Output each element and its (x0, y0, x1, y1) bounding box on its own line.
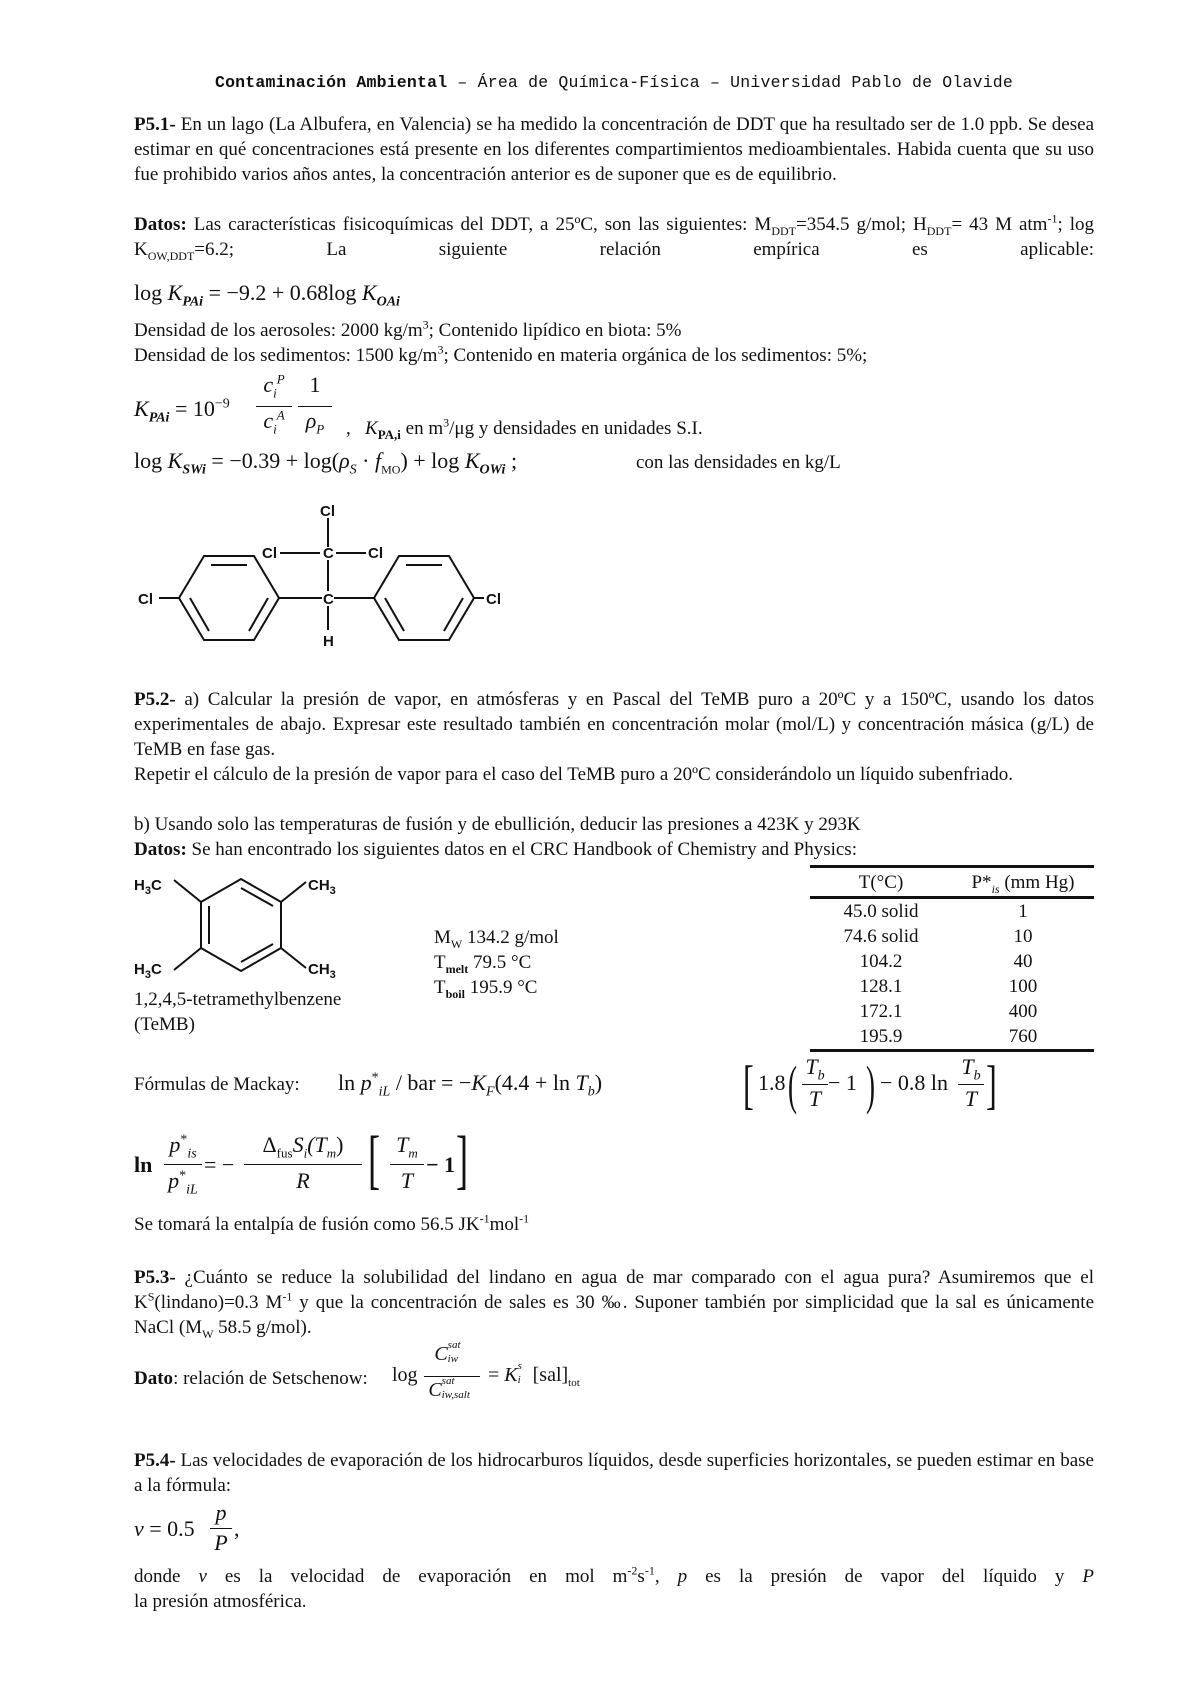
eq-sub: S (349, 462, 357, 478)
eq-text: 1 (309, 372, 321, 397)
eq-sub: F (486, 1084, 495, 1100)
prop-sub: boil (445, 986, 465, 1001)
datos-text: =6.2; La siguiente relación empírica es aplicable: (194, 239, 1094, 260)
eq-var: c (263, 408, 274, 433)
prop-sym: T (434, 977, 446, 998)
eq-note: con las densidades en kg/L (636, 452, 841, 473)
equation-fusion: ln $p^*_{is}$ $p^*_{iL}$ = − $\Delta_{fus}S_i(T_m)$ R [ $T_m$ T − 1 ] (134, 1123, 469, 1198)
b-text: b) Usando solo las temperaturas de fusión y de ebullición, deducir las presiones a 423K y 293K (134, 814, 861, 835)
eq-sup: * (180, 1132, 188, 1148)
eq-text: ln (338, 1070, 361, 1095)
table-row (810, 974, 1094, 999)
eq-text: = 10 (169, 396, 215, 421)
eq-note: en m (400, 418, 444, 439)
problem-5-3-text: (lindano)=0.3 M (154, 1292, 283, 1313)
cell-t: 172.1 (859, 1001, 903, 1022)
table-header (810, 867, 1094, 898)
evaporation-where-line2 (134, 1589, 1094, 1614)
problem-5-2-text: a) Calcular la presión de vapor, en atmósferas y en Pascal del TeMB puro a 20ºC y a 150ºC, usando los datos experimentales de abajo. Expresar este resultado también en concentración molar (mol/L) y concentración másica (g/L) de TeMB en fase gas. (134, 689, 1094, 760)
eq-var: K (167, 448, 183, 473)
eq-text: − 0.8 ln (880, 1070, 949, 1095)
eq-text: log (392, 1364, 418, 1386)
eq-sub: PA,i (377, 426, 401, 442)
eq-text: = −9.2 + 0.68log (203, 280, 362, 305)
eq-var: C (434, 1343, 448, 1365)
datos-text: =354.5 g/mol; H (796, 214, 927, 235)
problem-5-3 (134, 1265, 1094, 1340)
eq-var: R (296, 1168, 310, 1193)
eq-text: ln (134, 1152, 153, 1177)
eq-text: · (356, 448, 375, 473)
methyl-sub: 3 (329, 969, 336, 978)
eq-text: 1.8 (758, 1070, 786, 1095)
eq-text: , (346, 418, 351, 439)
eq-var: K (134, 396, 149, 421)
sediment-text: Densidad de los sedimentos: 1500 kg/m (134, 345, 438, 366)
eq-var: p (360, 1070, 372, 1095)
problem-5-1-datos-line1 (134, 212, 1094, 262)
eq-sub: PAi (148, 410, 170, 426)
where-text: es la velocidad de evaporación en mol m (206, 1566, 628, 1587)
eq-sup: sat (447, 1339, 461, 1351)
vapor-pressure-table (810, 865, 1094, 1052)
sup: 3 (437, 342, 444, 357)
eq-sub: iL (186, 1182, 198, 1198)
sub-owddt: OW,DDT (147, 248, 195, 263)
eq-sub: SWi (182, 462, 206, 478)
eq-sup: * (179, 1168, 187, 1184)
table-row (810, 898, 1094, 925)
eq-var: p (169, 1132, 181, 1157)
datos-text: ; log K (134, 214, 1094, 260)
atom-h: H (323, 633, 334, 650)
prop-val: 195.9 °C (464, 977, 538, 998)
cell-t: 104.2 (859, 951, 903, 972)
eq-sub: b (587, 1084, 595, 1100)
sub-ddt: DDT (926, 223, 952, 238)
eq-var: K (365, 418, 378, 439)
eq-text: (4.4 + ln (494, 1070, 576, 1095)
eq-sub: iL (378, 1084, 391, 1100)
eq-var: Δ (262, 1132, 277, 1157)
datos-text: = 43 M atm (951, 214, 1048, 235)
prop-sub: W (450, 936, 463, 951)
eq-sub: b (973, 1068, 981, 1084)
eq-var: T (805, 1054, 818, 1079)
eq-sub: OWi (479, 462, 506, 478)
prop-val: 79.5 °C (468, 952, 532, 973)
eq-sub: b (817, 1068, 825, 1084)
prop-sym: M (434, 927, 451, 948)
prop-tmelt (434, 950, 559, 975)
cell-p: 100 (1008, 976, 1038, 997)
prop-tboil (434, 975, 559, 1000)
eq-var: K (471, 1070, 487, 1095)
methyl-label (308, 877, 336, 897)
atom-cl-right: Cl (368, 545, 383, 562)
atom-c-center: C (323, 591, 334, 608)
problem-5-2-repeat (134, 762, 1094, 787)
var-p: p (677, 1566, 688, 1587)
col-pressure-sub: is (991, 881, 1000, 896)
prop-mw (434, 925, 559, 950)
where-text: donde (134, 1566, 199, 1587)
atom-cl-top: Cl (320, 503, 335, 520)
col-pressure-unit: (mm Hg) (999, 871, 1075, 893)
var-v: v (198, 1566, 207, 1587)
sup: 3 (422, 317, 429, 332)
table-row (810, 949, 1094, 974)
eq-var: T (575, 1070, 588, 1095)
problem-5-4 (134, 1448, 1094, 1498)
sup: -2 (627, 1563, 638, 1578)
eq-var: f (374, 448, 382, 473)
eq-text: = − (204, 1152, 235, 1177)
problem-5-4-text: Las velocidades de evaporación de los hidrocarburos líquidos, desde superficies horizontales, se pueden estimar en base a la fórmula: (134, 1450, 1094, 1496)
eq-var: P (214, 1530, 228, 1555)
datos-text: Las características fisicoquímicas del DDT, a 25ºC, son las siguientes: M (186, 214, 772, 235)
sediment-density (134, 343, 1094, 368)
atom-c-ccl3: C (323, 545, 334, 562)
eq-sub: fus (276, 1145, 293, 1161)
ddt-structure-diagram (134, 500, 534, 650)
eq-sub: iw (447, 1353, 459, 1365)
eq-text: = 0.5 (143, 1516, 195, 1541)
eq-text: ) (336, 1132, 344, 1157)
methyl-c: C (150, 877, 162, 894)
eq-text: − 1 (828, 1070, 857, 1095)
eq-sub: tot (568, 1377, 580, 1389)
eq-text: log (134, 280, 163, 305)
eq-var: S (292, 1132, 304, 1157)
eq-text: = −0.39 + log( (205, 448, 340, 473)
temb-structure-diagram (134, 868, 374, 978)
col-pressure (952, 867, 1094, 898)
eq-note: /μg y densidades en unidades S.I. (449, 418, 703, 439)
equation-mackay: $\ln p^*_{iL}$ / bar = $-K_F(4.4 + \ln T_b)$ [ 1.8 ( $T_b$ T − 1 ) − 0.8 ln $T_b$ T ] (338, 1054, 997, 1115)
enthalpy-text: mol (489, 1214, 520, 1235)
datos-text: Se han encontrado los siguientes datos en el CRC Handbook of Chemistry and Physics: (186, 839, 857, 860)
problem-5-2-label: P5.2- (134, 689, 176, 710)
atom-cl-ring2: Cl (486, 591, 501, 608)
sup: -1 (1047, 211, 1058, 226)
eq-var: T (400, 1168, 414, 1193)
repeat-text: Repetir el cálculo de la presión de vapor para el caso del TeMB puro a 20ºC considerándolo un líquido subenfriado. (134, 764, 1014, 785)
aerosol-text: Densidad de los aerosoles: 2000 kg/m (134, 320, 423, 341)
eq-text: ; (505, 448, 518, 473)
eq-text: = (488, 1364, 505, 1386)
equation-ksw (134, 448, 1094, 478)
aerosol-density (134, 318, 1094, 343)
datos-label: Datos: (134, 214, 187, 235)
eq-var: ρ (305, 408, 317, 433)
compound-name: 1,2,4,5-tetramethylbenzene (134, 989, 342, 1010)
problem-5-1-label: P5.1- (134, 114, 176, 135)
eq-sup: * (371, 1070, 379, 1086)
dato-label: Dato (134, 1368, 174, 1389)
dato-text: : relación de Setschenow: (173, 1368, 368, 1389)
enthalpy-note (134, 1212, 1094, 1237)
eq-sub: m (408, 1145, 418, 1161)
mackay-label: Fórmulas de Mackay: (134, 1074, 300, 1095)
table-row (810, 1024, 1094, 1051)
col-temperature: T(°C) (810, 867, 952, 898)
eq-var: T (808, 1086, 822, 1111)
problem-5-1-text: En un lago (La Albufera, en Valencia) se ha medido la concentración de DDT que ha resultado ser de 1.0 ppb. Se desea estimar en qué concentraciones está presente en los diferentes compartimientos medioambientales. Habida cuenta que su uso fue prohibido varios años antes, la concentración anterior es de suponer que es de equilibrio. (134, 114, 1094, 185)
eq-sub: iw,salt (441, 1389, 470, 1401)
eq-sub: i (517, 1374, 521, 1386)
eq-sub: i (273, 421, 277, 437)
evaporation-where-line1 (134, 1564, 1094, 1589)
sup: S (147, 1289, 155, 1304)
header-rest: – Área de Química-Física – Universidad Pablo de Olavide (447, 73, 1014, 92)
cell-t: 128.1 (859, 976, 903, 997)
eq-var: C (428, 1379, 442, 1401)
problem-5-3-text: 58.5 g/mol). (213, 1317, 312, 1338)
sup: -1 (644, 1563, 655, 1578)
sup: -1 (282, 1289, 293, 1304)
eq-var: c (263, 372, 274, 397)
page-header (134, 70, 1094, 95)
eq-text: / bar = − (390, 1070, 472, 1095)
enthalpy-text: Se tomará la entalpía de fusión como 56.5 JK (134, 1214, 480, 1235)
methyl-ch: CH (308, 877, 330, 894)
problem-5-3-label: P5.3- (134, 1267, 176, 1288)
aerosol-text: ; Contenido lipídico en biota: 5% (428, 320, 682, 341)
eq-var: ρ (339, 448, 350, 473)
methyl-c: C (150, 961, 162, 978)
problem-5-4-label: P5.4- (134, 1450, 176, 1471)
problem-5-1-intro (134, 112, 1094, 187)
eq-sub: OAi (376, 294, 400, 310)
eq-sup: sat (441, 1375, 455, 1387)
eq-var: T (964, 1086, 978, 1111)
cell-p: 400 (1008, 1001, 1038, 1022)
methyl-sub: 3 (144, 885, 151, 897)
methyl-ch: CH (308, 961, 330, 978)
problem-5-2-a (134, 687, 1094, 762)
eq-var: K (464, 448, 480, 473)
cell-p: 760 (952, 1024, 1094, 1051)
where-text: es la presión de vapor del líquido y (687, 1566, 1083, 1587)
sup: 3 (443, 415, 450, 430)
eq-var: T (961, 1054, 974, 1079)
datos-label: Datos: (134, 839, 187, 860)
methyl-label (134, 877, 162, 897)
eq-var: T (396, 1132, 409, 1157)
table-row (810, 999, 1094, 1024)
eq-text: − 1 (426, 1152, 456, 1177)
prop-val: 134.2 g/mol (462, 927, 559, 948)
problem-5-2-datos (134, 837, 1094, 862)
eq-sup: s (517, 1360, 522, 1372)
eq-text: , (234, 1516, 240, 1541)
where-text: la presión atmosférica. (134, 1591, 307, 1612)
sup: -1 (519, 1211, 530, 1226)
prop-sub: melt (445, 961, 469, 976)
eq-var: p (168, 1168, 180, 1193)
eq-sup: A (276, 407, 285, 423)
cell-p: 40 (1013, 951, 1033, 972)
eq-sup: −9 (214, 396, 230, 412)
setschenow-line (134, 1339, 734, 1410)
cell-t: 74.6 solid (843, 926, 919, 947)
temb-properties (434, 925, 559, 1000)
eq-text: [sal] (532, 1364, 569, 1386)
methyl-h: H (134, 877, 145, 894)
atom-cl-ring1: Cl (138, 591, 153, 608)
eq-sub: m (326, 1145, 337, 1161)
methyl-h: H (134, 961, 145, 978)
eq-sub: i (273, 385, 277, 401)
eq-sub: is (187, 1146, 197, 1162)
equation-kpa-definition (134, 372, 834, 442)
methyl-label (308, 961, 336, 978)
eq-var: p (215, 1500, 227, 1525)
eq-sup: P (276, 371, 285, 387)
cell-t: 45.0 solid (843, 901, 919, 922)
eq-text: ) (594, 1070, 603, 1095)
eq-sub: MO (381, 462, 401, 477)
var-P: P (1082, 1566, 1095, 1587)
methyl-label (134, 961, 162, 978)
header-course: Contaminación Ambiental (214, 73, 448, 92)
cell-p: 10 (1013, 926, 1033, 947)
sub: W (202, 1326, 214, 1341)
where-text: s (637, 1566, 645, 1587)
problem-5-3-text: ¿Cuánto se reduce la solubilidad del lindano en agua de mar comparado con el agua pura? Asumiremos que el K (134, 1267, 1094, 1313)
eq-var: K (167, 280, 183, 305)
sediment-text: ; Contenido en materia orgánica de los sedimentos: 5%; (443, 345, 868, 366)
where-text: , (654, 1566, 678, 1587)
methyl-sub: 3 (329, 885, 336, 897)
atom-cl-left: Cl (262, 545, 277, 562)
eq-var: K (504, 1364, 518, 1386)
col-pressure-sym: P* (971, 871, 992, 893)
cell-t: 195.9 (810, 1024, 952, 1051)
compound-abbr: (TeMB) (134, 1014, 195, 1035)
cell-p: 1 (1018, 901, 1028, 922)
methyl-sub: 3 (144, 969, 151, 978)
problem-5-2-b (134, 812, 1094, 837)
eq-sub: P (316, 421, 325, 437)
eq-text: ) + log (400, 448, 465, 473)
eq-text: log (134, 448, 168, 473)
equation-kpa-koa (134, 280, 400, 310)
sup: -1 (479, 1211, 490, 1226)
equation-evaporation (134, 1500, 334, 1558)
sub-ddt: DDT (771, 223, 797, 238)
table-row (810, 924, 1094, 949)
eq-var: v (134, 1516, 144, 1541)
problem-5-3-text: y que la concentración de sales es 30 ‰. Suponer también por simplicidad que la sal es únicamente NaCl (M (134, 1292, 1094, 1338)
eq-sub: i (303, 1145, 308, 1161)
eq-var: (T (307, 1132, 327, 1157)
eq-sub: PAi (182, 294, 204, 310)
prop-sym: T (434, 952, 446, 973)
eq-var: K (361, 280, 377, 305)
